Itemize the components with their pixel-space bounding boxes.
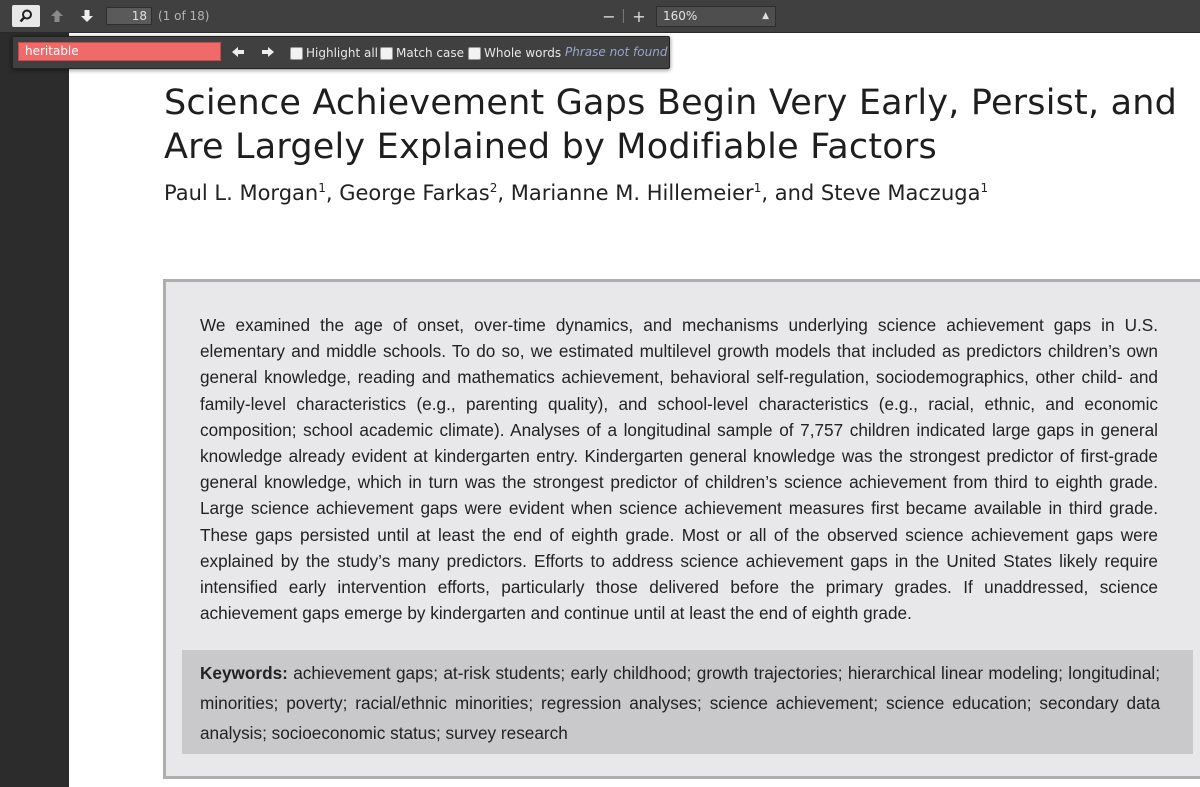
document-page — [69, 33, 1200, 787]
match-case-checkbox[interactable] — [380, 45, 464, 61]
highlight-all-checkbox[interactable] — [290, 45, 378, 61]
find-next-button[interactable] — [259, 43, 277, 61]
author-affiliation: 1 — [753, 181, 762, 195]
author-name: Steve Maczuga — [820, 181, 981, 205]
author-list — [164, 181, 988, 205]
page-number-input[interactable]: 18 — [106, 7, 152, 25]
author-name: George Farkas — [339, 181, 490, 205]
checkbox-box — [468, 47, 481, 60]
sidebar-gutter — [0, 33, 69, 787]
keywords-paragraph — [200, 658, 1160, 748]
checkbox-box — [290, 47, 303, 60]
arrow-left-icon — [231, 46, 245, 58]
checkbox-box — [380, 47, 393, 60]
search-icon — [19, 9, 33, 23]
toolbar-divider — [623, 9, 624, 23]
keywords-list: achievement gaps; at-risk students; early childhood; growth trajectories; hierarchical linear modeling; longitudinal; minorities; poverty; racial/ethnic minorities; regression analyses; science achievement; science education; secondary data analysis; socioeconomic status; survey research — [200, 663, 1160, 743]
previous-page-button[interactable] — [46, 5, 68, 27]
zoom-out-button[interactable]: − — [602, 6, 616, 26]
author-separator: , — [497, 181, 511, 205]
arrow-up-icon — [50, 9, 64, 23]
find-input[interactable]: heritable — [18, 42, 221, 61]
author-separator: , — [325, 181, 340, 205]
highlight-all-label: Highlight all — [306, 46, 379, 60]
match-case-label: Match case — [396, 46, 465, 60]
keywords-label: Keywords: — [200, 663, 288, 683]
author-name: Paul L. Morgan — [164, 181, 319, 205]
author-name: Marianne M. Hillemeier — [510, 181, 754, 205]
zoom-value: 160% — [663, 9, 698, 23]
find-status-message: Phrase not found — [565, 45, 668, 59]
page-count-label: (1 of 18) — [158, 9, 210, 23]
abstract-box — [163, 279, 1200, 779]
author-affiliation: 1 — [980, 181, 989, 195]
abstract-text: We examined the age of onset, over-time dynamics, and mechanisms underlying science achievement gaps in U.S. elementary and middle schools. To do so, we estimated multilevel growth models that included as predictors children’s own general knowledge, reading and mathematics achievement, behavioral self-regulation, sociodemographics, other child- and family-level characteristics (e.g., parenting quality), and school-level characteristics (e.g., racial, ethnic, and economic composition; school academic climate). Analyses of a longitudinal sample of 7,757 children indicated large gaps in general knowledge already evident at kindergarten entry. Kindergarten general knowledge was the strongest predictor of first-grade general knowledge, which in turn was the strongest predictor of children’s science achievement from third to eighth grade. Large science achievement gaps were evident when science achievement measures first became available in third grade. These gaps persisted until at least the end of eighth grade. Most or all of the observed science achievement gaps were explained by the study’s many predictors. Efforts to address science achievement gaps in the United States likely require intensified early intervention efforts, particularly those delivered before the primary grades. If unaddressed, science achievement gaps emerge by kindergarten and continue until at least the end of eighth grade. — [200, 315, 1158, 624]
search-toggle-button[interactable] — [12, 5, 40, 27]
paper-title: Science Achievement Gaps Begin Very Early, Persist, and Are Largely Explained by Modifiable Factors — [164, 83, 1178, 167]
author-separator: , and — [761, 181, 821, 205]
arrow-down-icon — [80, 9, 94, 23]
author-affiliation: 2 — [489, 181, 498, 195]
find-bar — [12, 36, 670, 69]
chevron-updown-icon: ▲ — [762, 11, 769, 21]
zoom-select[interactable] — [656, 6, 776, 27]
zoom-in-button[interactable]: + — [632, 6, 646, 26]
whole-words-checkbox[interactable] — [468, 45, 561, 61]
keywords-box — [182, 650, 1193, 754]
pdf-toolbar — [0, 0, 1200, 33]
author-affiliation: 1 — [318, 181, 326, 195]
arrow-right-icon — [261, 46, 275, 58]
whole-words-label: Whole words — [484, 46, 562, 60]
next-page-button[interactable] — [76, 5, 98, 27]
find-previous-button[interactable] — [229, 43, 247, 61]
